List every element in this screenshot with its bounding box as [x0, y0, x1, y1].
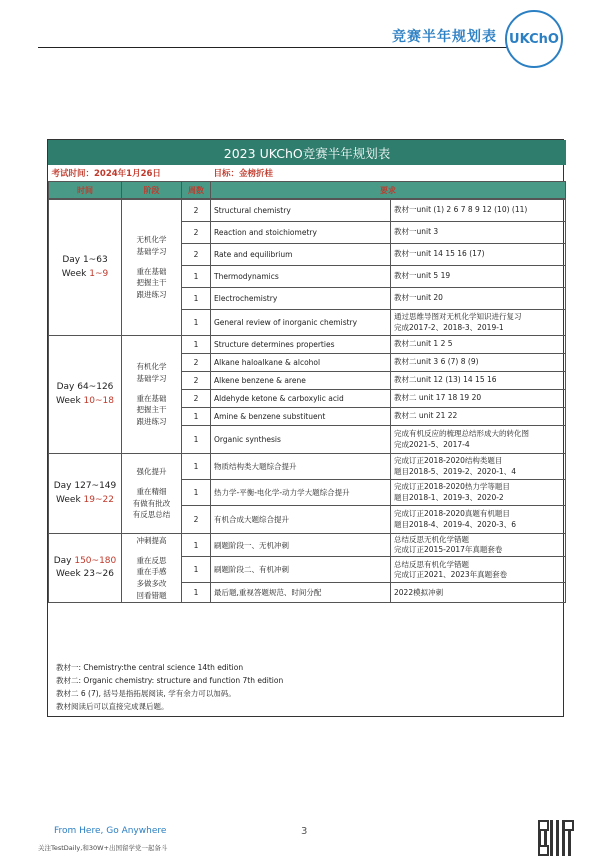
period-week [52, 268, 118, 281]
topic-cell: Reaction and stoichiometry [211, 222, 391, 244]
topic-cell: 物质结构类大题综合提升 [211, 454, 391, 480]
requirement-cell: 教材二 unit 17 18 19 20 [391, 390, 566, 408]
period-days [52, 555, 118, 568]
topic-cell: Thermodynamics [211, 266, 391, 288]
weeks-cell: 1 [182, 310, 211, 336]
days-range: 150~180 [74, 556, 117, 567]
weeks-cell: 1 [182, 336, 211, 354]
header-title: 竞赛半年规划表 [392, 29, 497, 45]
weeks-cell: 2 [182, 372, 211, 390]
period-week [52, 494, 118, 507]
col-header-weeks: 周数 [182, 182, 211, 199]
stage-focus: 重在基础 把握主干 跟进练习 [136, 393, 167, 426]
period-p4 [49, 534, 122, 603]
topic-cell: Rate and equilibrium [211, 244, 391, 266]
weeks-cell: 2 [182, 354, 211, 372]
period-p1 [49, 200, 122, 336]
col-header-stage: 阶段 [122, 182, 182, 199]
weeks-cell: 1 [182, 454, 211, 480]
topic-cell: Amine & benzene substituent [211, 408, 391, 426]
requirement-cell: 2022模拟冲刺 [391, 583, 566, 603]
plan-row [49, 454, 566, 480]
weeks-cell: 1 [182, 480, 211, 506]
period-days: Day 1~63 [62, 255, 108, 266]
footer-slogan: From Here, Go Anywhere [54, 826, 167, 836]
plan-row [49, 200, 566, 222]
plan-table [48, 140, 566, 199]
week-prefix: Week [56, 494, 84, 505]
page-number: 3 [301, 826, 308, 837]
stage-name: 无机化学 基础学习 [136, 235, 167, 257]
stage-focus: 重在精细 有做有批改 有反思总结 [132, 486, 171, 520]
requirement-cell: 教材二unit 12 (13) 14 15 16 [391, 372, 566, 390]
col-header-time: 时间 [49, 182, 122, 199]
period-p3 [49, 454, 122, 534]
week-range: 10~18 [83, 395, 114, 406]
topic-cell: 刷题阶段一、无机冲刺 [211, 534, 391, 557]
requirement-cell: 完成订正2018-2020真题有机题目 题目2018-4、2019-4、2020-3、6 [391, 506, 566, 534]
plan-row [49, 336, 566, 354]
requirement-cell: 教材二unit 1 2 5 [391, 336, 566, 354]
header-line [38, 47, 508, 48]
weeks-cell: 1 [182, 583, 211, 603]
requirement-cell: 完成有机反应的梳理总结形成大的转化图 完成2021-5、2017-4 [391, 426, 566, 454]
topic-cell: Structure determines properties [211, 336, 391, 354]
weeks-cell: 1 [182, 266, 211, 288]
requirement-cell: 教材二 unit 21 22 [391, 408, 566, 426]
topic-cell: Alkene benzene & arene [211, 372, 391, 390]
footer-note: 关注TestDaily,和30W+出国留学党一起备斗 [38, 844, 168, 852]
week-prefix: Week [56, 395, 84, 406]
topic-cell: 最后题,重视答题规范、时间分配 [211, 583, 391, 603]
weeks-cell: 1 [182, 557, 211, 583]
notes [48, 653, 563, 722]
period-week [52, 395, 118, 408]
qr-code-icon [538, 820, 574, 856]
plan-table-frame [47, 139, 564, 717]
topic-cell: Structural chemistry [211, 200, 391, 222]
topic-cell: 有机合成大题综合提升 [211, 506, 391, 534]
weeks-cell: 2 [182, 244, 211, 266]
col-header-requirements: 要求 [211, 182, 566, 199]
weeks-cell: 2 [182, 200, 211, 222]
goal: 目标：金榜折桂 [211, 165, 566, 182]
weeks-cell: 2 [182, 506, 211, 534]
stage-name: 强化提升 [136, 467, 167, 477]
week-range: 1~9 [89, 268, 109, 279]
note-line: 教材二: Organic chemistry: structure and function 7th edition [56, 676, 284, 686]
requirement-cell: 通过思维导图对无机化学知识进行复习 完成2017-2、2018-3、2019-1 [391, 310, 566, 336]
topic-cell: Alkane haloalkane & alcohol [211, 354, 391, 372]
weeks-cell: 1 [182, 426, 211, 454]
stage-name: 冲刺提高 [136, 536, 167, 546]
stage-focus: 重在反思 重在手感 多做多改 回看错题 [136, 555, 167, 600]
week-range: 19~22 [83, 494, 114, 505]
period-days: Day 64~126 [56, 382, 114, 393]
requirement-cell: 教材二unit 3 6 (7) 8 (9) [391, 354, 566, 372]
stage-p3 [122, 454, 182, 534]
period-p2 [49, 336, 122, 454]
requirement-cell: 教材一unit (1) 2 6 7 8 9 12 (10) (11) [391, 200, 566, 222]
requirement-cell: 完成订正2018-2020热力学等题目 题目2018-1、2019-3、2020-2 [391, 480, 566, 506]
weeks-cell: 1 [182, 288, 211, 310]
weeks-cell: 1 [182, 408, 211, 426]
topic-cell: 刷题阶段二、有机冲刺 [211, 557, 391, 583]
period-days: Day 127~149 [53, 481, 117, 492]
period-week: Week 23~26 [56, 569, 114, 580]
plan-body [48, 199, 566, 603]
stage-name: 有机化学 基础学习 [136, 362, 167, 384]
topic-cell: Aldehyde ketone & carboxylic acid [211, 390, 391, 408]
note-line: 教材阅读后可以直接完成课后题。 [56, 702, 169, 712]
topic-cell: General review of inorganic chemistry [211, 310, 391, 336]
week-prefix: Week [61, 268, 90, 279]
requirement-cell: 教材一unit 3 [391, 222, 566, 244]
ukcho-logo: UKChO [505, 10, 563, 68]
weeks-cell: 2 [182, 390, 211, 408]
topic-cell: 热力学-平衡-电化学-动力学大题综合提升 [211, 480, 391, 506]
requirement-cell: 完成订正2018-2020结构类题目 题目2018-5、2019-2、2020-1、4 [391, 454, 566, 480]
stage-p4 [122, 534, 182, 603]
requirement-cell: 教材一unit 5 19 [391, 266, 566, 288]
requirement-cell: 总结反思无机化学错题 完成订正2015-2017年真题套卷 [391, 534, 566, 557]
days-prefix: Day [53, 556, 75, 567]
stage-p2 [122, 336, 182, 454]
note-line: 教材一: Chemistry:the central science 14th edition [56, 663, 244, 672]
stage-focus: 重在基础 把握主干 跟进练习 [136, 266, 167, 299]
exam-time: 考试时间：2024年1月26日 [49, 165, 211, 182]
note-line: 教材二 6 (7), 括号是指拓展阅读, 学有余力可以加码。 [56, 689, 236, 699]
requirement-cell: 教材一unit 14 15 16 (17) [391, 244, 566, 266]
weeks-cell: 2 [182, 222, 211, 244]
plan-title: 2023 UKChO竞赛半年规划表 [49, 141, 566, 165]
topic-cell: Electrochemistry [211, 288, 391, 310]
topic-cell: Organic synthesis [211, 426, 391, 454]
requirement-cell: 总结反思有机化学错题 完成订正2021、2023年真题套卷 [391, 557, 566, 583]
requirement-cell: 教材一unit 20 [391, 288, 566, 310]
weeks-cell: 1 [182, 534, 211, 557]
plan-row [49, 534, 566, 557]
stage-p1 [122, 200, 182, 336]
